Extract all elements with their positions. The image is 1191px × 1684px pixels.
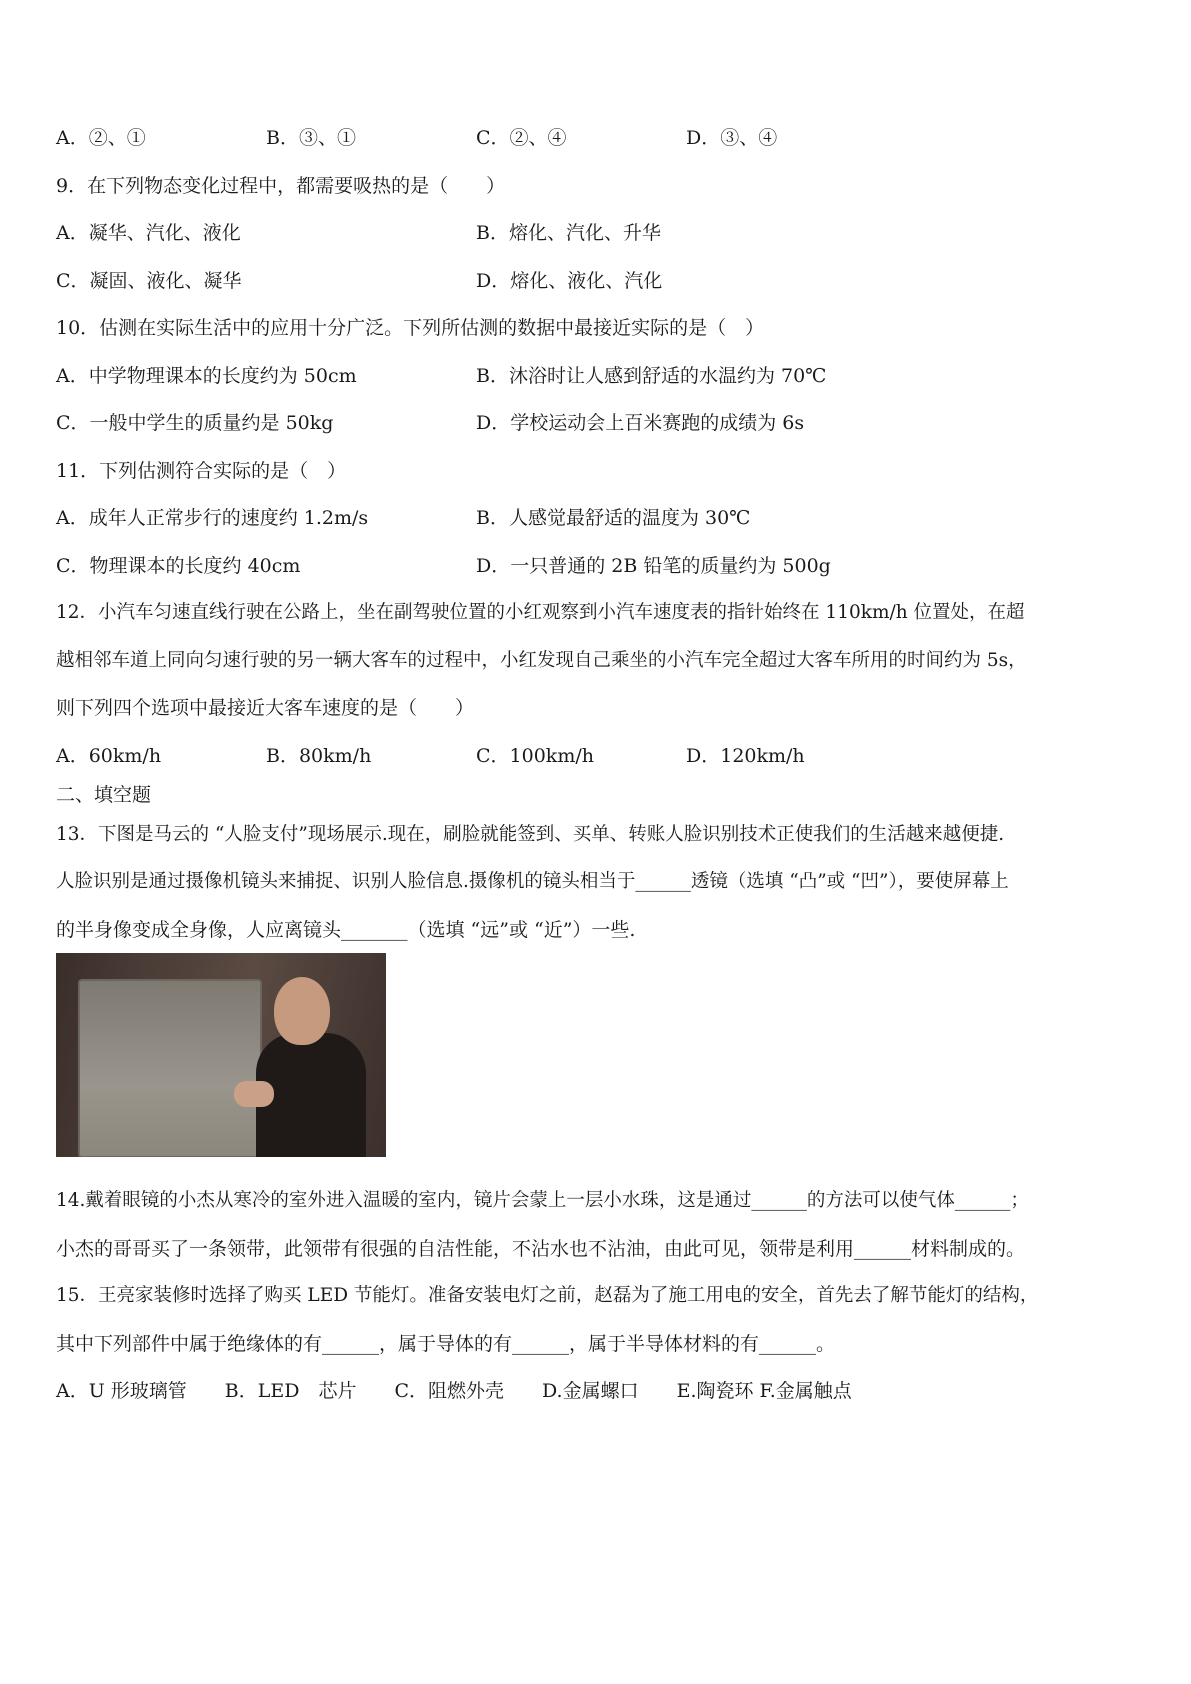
q13-line-1: 13．下图是马云的 “人脸支付”现场展示.现在，刷脸就能签到、买单、转账人脸识别技术正使我们的生活越来越便捷. <box>56 824 1005 845</box>
q13-line-2: 人脸识别是通过摄像机镜头来捕捉、识别人脸信息.摄像机的镜头相当于______透镜（选填 “凸”或 “凹”），要使屏幕上 <box>56 871 1009 892</box>
q8-option-d: D．③、④ <box>686 127 778 149</box>
q12-option-d: D．120km/h <box>686 745 805 767</box>
q14-line-1: 14.戴着眼镜的小杰从寒冷的室外进入温暖的室内，镜片会蒙上一层小水珠，这是通过______的方法可以使气体______； <box>56 1190 1029 1211</box>
photo-person-hand <box>234 1081 274 1107</box>
photo-screen-panel <box>78 979 262 1157</box>
face-payment-photo <box>56 953 386 1157</box>
q12-line-1: 12．小汽车匀速直线行驶在公路上，坐在副驾驶位置的小红观察到小汽车速度表的指针始终在 110km/h 位置处，在超 <box>56 602 1025 623</box>
q10-stem: 10．估测在实际生活中的应用十分广泛。下列所估测的数据中最接近实际的是（ ） <box>56 317 765 339</box>
q11-option-c: C．物理课本的长度约 40cm <box>56 555 301 577</box>
q11-option-b: B．人感觉最舒适的温度为 30℃ <box>476 507 751 529</box>
q15-line-1: 15．王亮家装修时选择了购买 LED 节能灯。准备安装电灯之前，赵磊为了施工用电的安全，首先去了解节能灯的结构， <box>56 1285 1039 1306</box>
q12-line-3: 则下列四个选项中最接近大客车速度的是（ ） <box>56 697 475 719</box>
q13-line-3: 的半身像变成全身像，人应离镜头_______（选填 “远”或 “近”）一些. <box>56 919 636 941</box>
q9-option-d: D．熔化、液化、汽化 <box>476 270 663 292</box>
q9-option-c: C．凝固、液化、凝华 <box>56 270 242 292</box>
q9-stem: 9．在下列物态变化过程中，都需要吸热的是（ ） <box>56 175 506 197</box>
q10-option-d: D．学校运动会上百米赛跑的成绩为 6s <box>476 412 805 434</box>
q11-option-a: A．成年人正常步行的速度约 1.2m/s <box>56 507 369 529</box>
section-heading: 二、填空题 <box>56 784 152 806</box>
q8-option-a: A．②、① <box>56 127 146 149</box>
q12-option-a: A．60km/h <box>56 745 162 767</box>
q10-option-a: A．中学物理课本的长度约为 50cm <box>56 365 357 387</box>
q14-line-2: 小杰的哥哥买了一条领带，此领带有很强的自洁性能，不沾水也不沾油，由此可见，领带是利用______材料制成的。 <box>56 1238 1026 1260</box>
q8-option-b: B．③、① <box>266 127 356 149</box>
photo-person-head <box>274 977 330 1045</box>
q11-option-d: D．一只普通的 2B 铅笔的质量约为 500g <box>476 555 831 577</box>
q12-option-b: B．80km/h <box>266 745 372 767</box>
q12-line-2: 越相邻车道上同向匀速行驶的另一辆大客车的过程中，小红发现自己乘坐的小汽车完全超过大客车所用的时间约为 5s， <box>56 650 1027 671</box>
q9-option-a: A．凝华、汽化、液化 <box>56 222 241 244</box>
q12-option-c: C．100km/h <box>476 745 594 767</box>
q11-stem: 11．下列估测符合实际的是（ ） <box>56 460 347 482</box>
q9-option-b: B．熔化、汽化、升华 <box>476 222 661 244</box>
q15-line-2: 其中下列部件中属于绝缘体的有______，属于导体的有______，属于半导体材料的有______。 <box>56 1333 836 1355</box>
q8-option-c: C．②、④ <box>476 127 567 149</box>
q10-option-c: C．一般中学生的质量约是 50kg <box>56 412 334 434</box>
q10-option-b: B．沐浴时让人感到舒适的水温约为 70℃ <box>476 365 827 387</box>
q15-options: A．U 形玻璃管 B．LED 芯片 C．阻燃外壳 D.金属螺口 E.陶瓷环 F.金属触点 <box>56 1380 852 1402</box>
